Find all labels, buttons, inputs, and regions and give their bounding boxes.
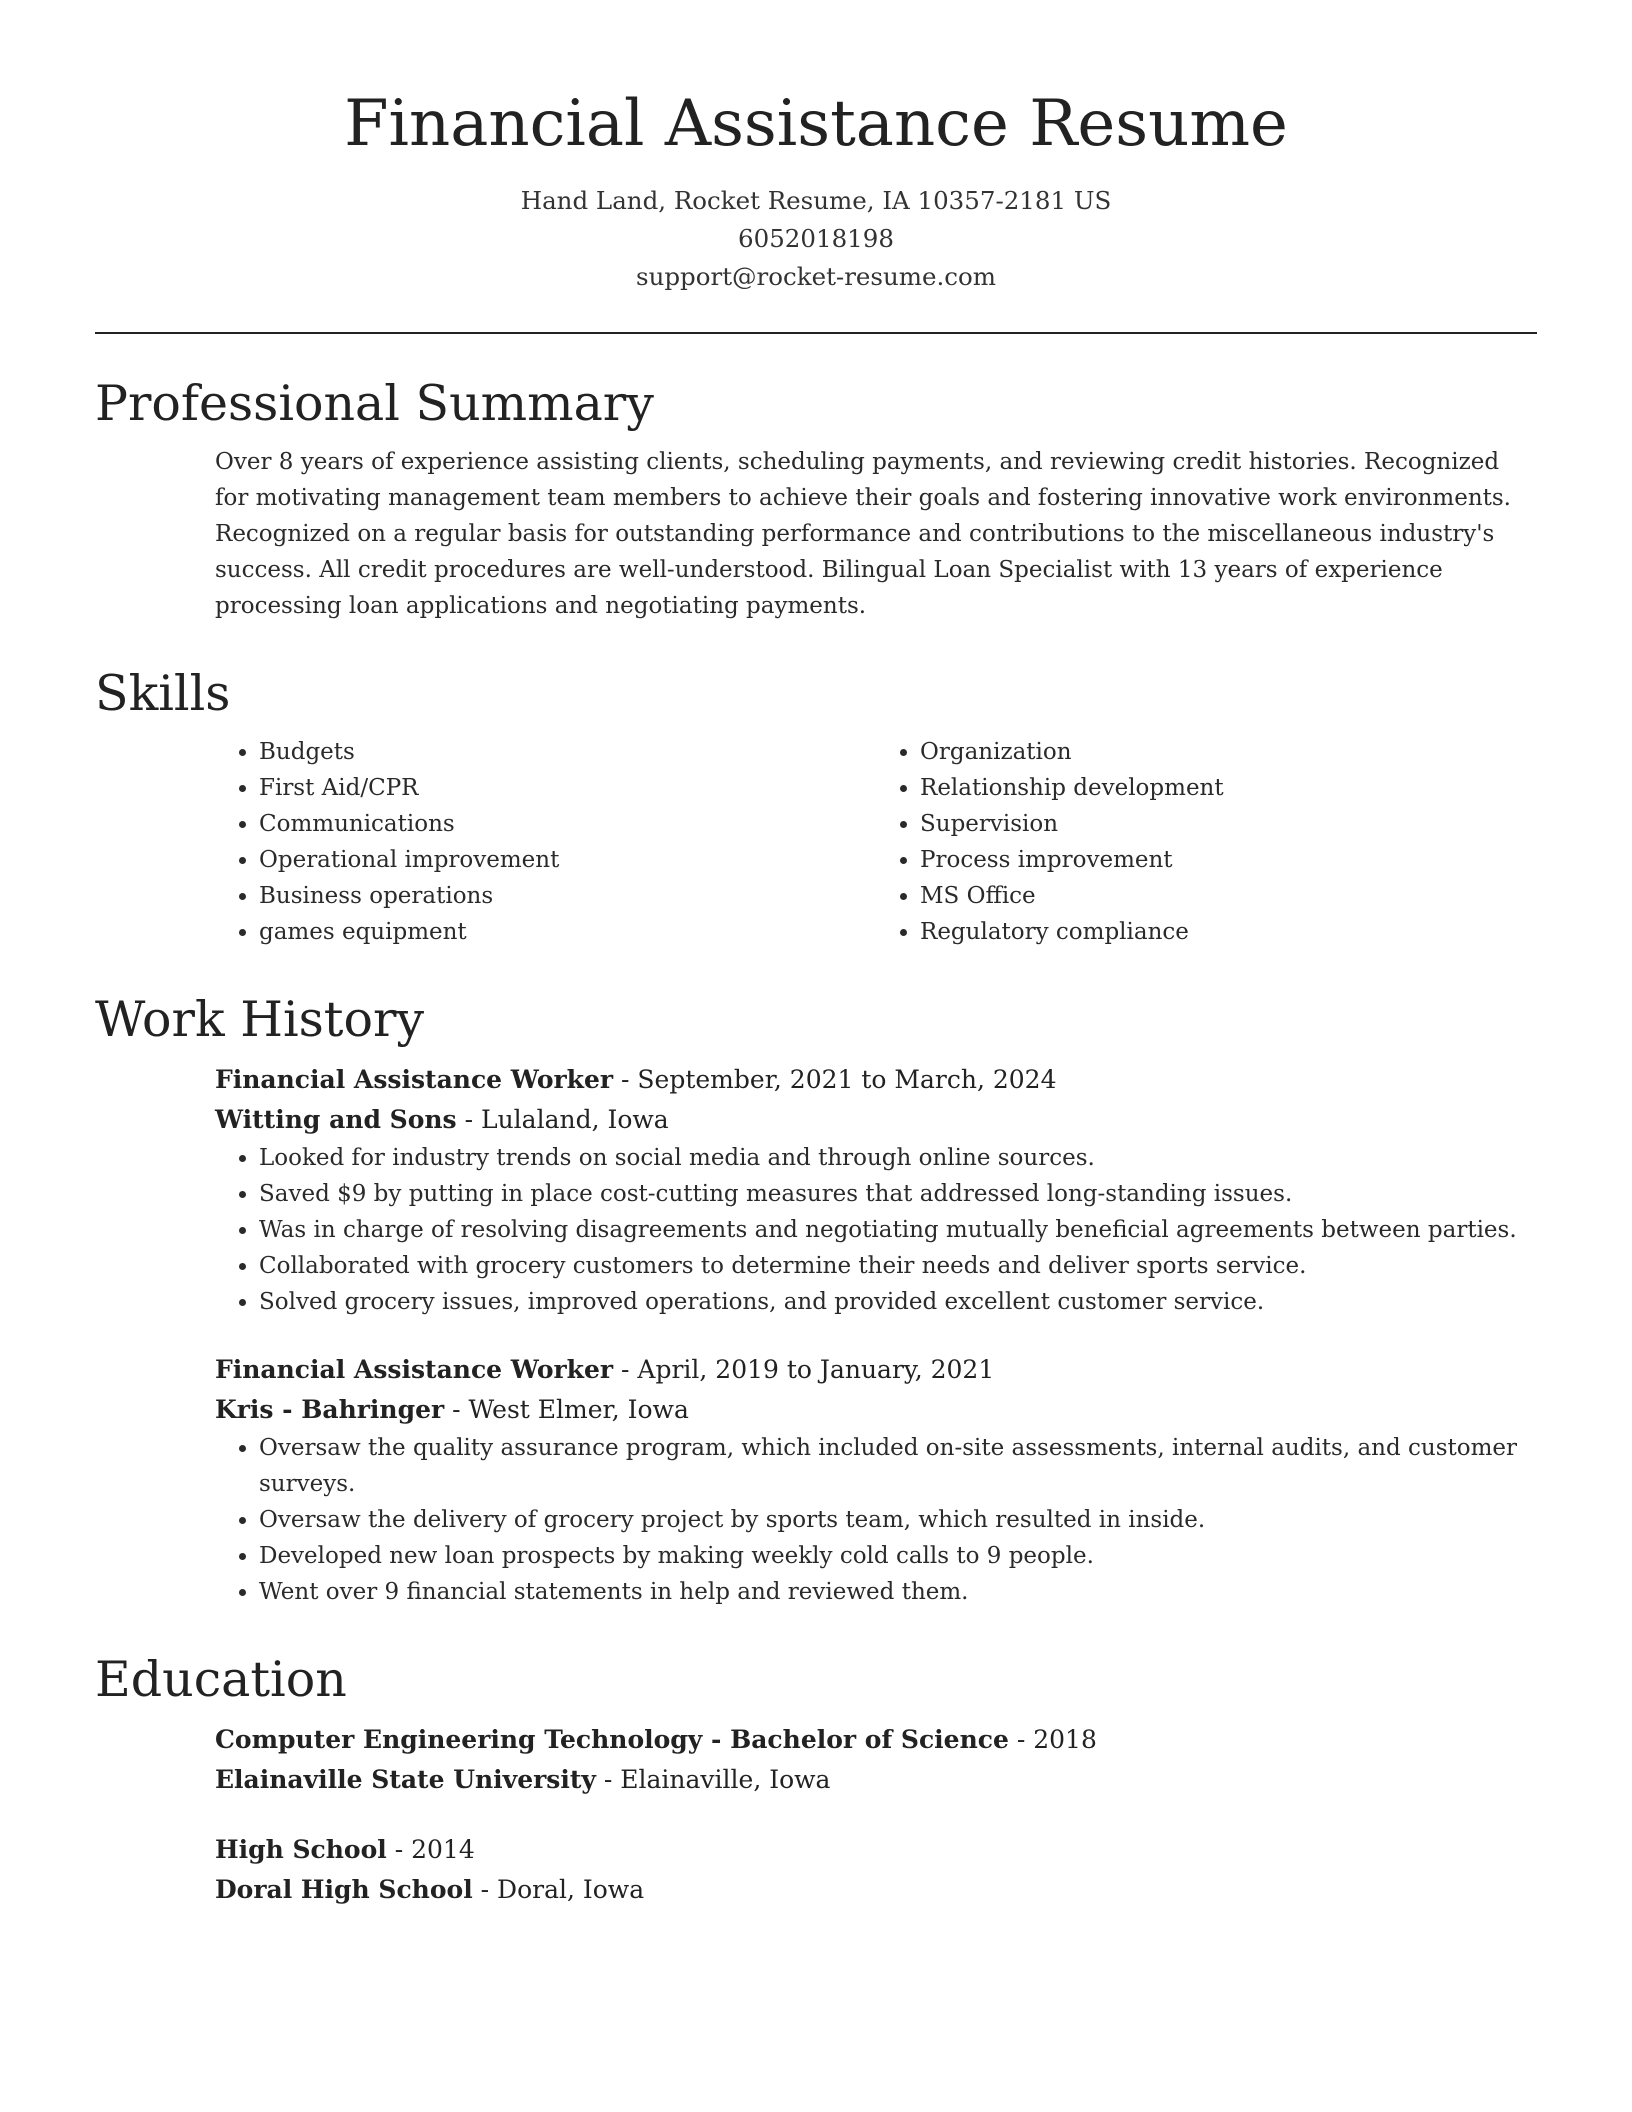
job-location: - Lulaland, Iowa (456, 1105, 669, 1134)
skills-column-left (215, 734, 876, 950)
education-entry (215, 1720, 1537, 1800)
skill-item: • Operational improvement (259, 842, 876, 878)
job-duty: • Solved grocery issues, improved operations, and provided excellent customer service. (259, 1284, 1537, 1320)
job-company: Witting and Sons (215, 1105, 457, 1134)
job-title: Financial Assistance Worker (215, 1355, 614, 1384)
job-entry (215, 1350, 1537, 1610)
education-entry (215, 1830, 1537, 1910)
job-duty: • Oversaw the delivery of grocery project by sports team, which resulted in inside. (259, 1502, 1537, 1538)
skill-item: • Business operations (259, 878, 876, 914)
skill-item: • MS Office (920, 878, 1537, 914)
job-duty: • Oversaw the quality assurance program, which included on-site assessments, internal audits, and customer surveys. (259, 1430, 1537, 1502)
job-entry (215, 1060, 1537, 1320)
summary-text: Over 8 years of experience assisting clients, scheduling payments, and reviewing credit histories. Recognized for motivating management team members to achieve their goals and fostering innovative work environments. Recognized on a regular basis for outstanding performance and contributions to the miscellaneous industry's success. All credit procedures are well-understood. Bilingual Loan Specialist with 13 years of experience processing loan applications and negotiating payments. (215, 449, 1511, 619)
education-school-line (215, 1760, 1537, 1800)
job-title: Financial Assistance Worker (215, 1065, 614, 1094)
education-year: - 2014 (386, 1835, 475, 1864)
education-school: Doral High School (215, 1875, 473, 1904)
email: support@rocket-resume.com (636, 262, 996, 291)
job-title-line (215, 1350, 1537, 1390)
skill-item: • Organization (920, 734, 1537, 770)
job-duty: • Saved $9 by putting in place cost-cutting measures that addressed long-standing issues. (259, 1176, 1537, 1212)
skill-item: • Supervision (920, 806, 1537, 842)
job-company-line (215, 1390, 1537, 1430)
skill-item: • Budgets (259, 734, 876, 770)
skills-list (215, 734, 1537, 950)
education-year: - 2018 (1008, 1725, 1097, 1754)
contact-block (95, 182, 1537, 296)
skill-item: • games equipment (259, 914, 876, 950)
skill-item: • Relationship development (920, 770, 1537, 806)
work-history-heading: Work History (95, 991, 425, 1048)
education-degree: Computer Engineering Technology - Bachelor of Science (215, 1725, 1009, 1754)
education-list (215, 1720, 1537, 1910)
education-heading: Education (95, 1651, 347, 1708)
job-company: Kris - Bahringer (215, 1395, 445, 1424)
job-title-line (215, 1060, 1537, 1100)
job-duty: • Went over 9 financial statements in help and reviewed them. (259, 1574, 1537, 1610)
job-location: - West Elmer, Iowa (444, 1395, 689, 1424)
education-school: Elainaville State University (215, 1765, 596, 1794)
job-duties (215, 1140, 1537, 1320)
skills-column-right (876, 734, 1537, 950)
skill-item: • Regulatory compliance (920, 914, 1537, 950)
job-dates: - April, 2019 to January, 2021 (613, 1355, 995, 1384)
skill-item: • Communications (259, 806, 876, 842)
job-duty: • Looked for industry trends on social media and through online sources. (259, 1140, 1537, 1176)
job-duty: • Was in charge of resolving disagreements and negotiating mutually beneficial agreements between parties. (259, 1212, 1537, 1248)
job-duty: • Developed new loan prospects by making weekly cold calls to 9 people. (259, 1538, 1537, 1574)
job-dates: - September, 2021 to March, 2024 (613, 1065, 1057, 1094)
education-degree: High School (215, 1835, 387, 1864)
job-duty: • Collaborated with grocery customers to determine their needs and deliver sports service. (259, 1248, 1537, 1284)
education-degree-line (215, 1830, 1537, 1870)
resume-header (95, 80, 1537, 296)
address: Hand Land, Rocket Resume, IA 10357-2181 US (520, 186, 1112, 215)
summary-heading: Professional Summary (95, 375, 654, 432)
job-duties (215, 1430, 1537, 1610)
header-divider (95, 332, 1537, 334)
skill-item: • Process improvement (920, 842, 1537, 878)
skills-heading: Skills (95, 665, 231, 722)
work-history (215, 1060, 1537, 1610)
education-location: - Doral, Iowa (472, 1875, 645, 1904)
education-location: - Elainaville, Iowa (595, 1765, 831, 1794)
job-company-line (215, 1100, 1537, 1140)
resume-title: Financial Assistance Resume (344, 87, 1288, 161)
education-degree-line (215, 1720, 1537, 1760)
skill-item: • First Aid/CPR (259, 770, 876, 806)
education-school-line (215, 1870, 1537, 1910)
phone: 6052018198 (738, 224, 894, 253)
